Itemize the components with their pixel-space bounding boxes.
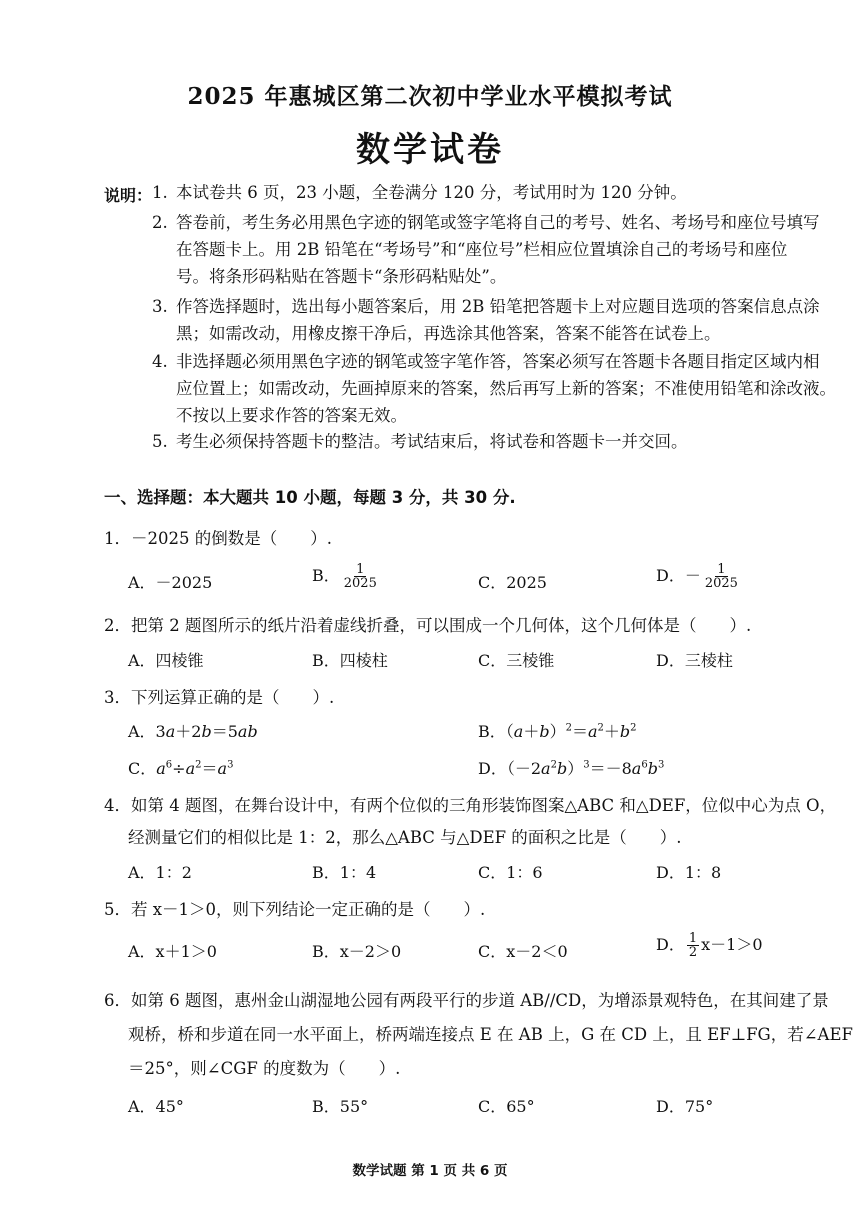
option-expression: x－1＞0 [701,935,763,954]
question-stem: 若 x－1＞0，则下列结论一定正确的是（ ）. [131,900,486,919]
q5-option-a: A．x＋1＞0 [128,942,217,961]
q2-option-c: C．三棱锥 [478,651,555,670]
question-number: 3． [104,688,131,707]
instruction-number: 2. [152,213,168,232]
q3-option-a: A．3a＋2b＝5ab [128,722,258,741]
denominator: 2025 [343,576,377,591]
fraction [342,563,379,590]
question-2 [104,612,751,636]
instruction-number: 4. [152,352,168,371]
q6-option-b: B．55° [312,1097,369,1116]
fraction [703,563,740,590]
q6-option-c: C．65° [478,1097,535,1116]
instruction-line: 本试卷共 6 页，23 小题，全卷满分 120 分，考试用时为 120 分钟。 [176,183,687,202]
question-5 [104,896,485,920]
q3-option-d: D．$(-2a^2b)^3=-8a^6b^3$ [478,759,665,778]
q5-option-d [656,932,763,959]
question-number: 4． [104,796,131,815]
exam-title: 2025 年惠城区第二次初中学业水平模拟考试 [187,83,673,110]
q1-option-d [656,563,742,590]
q5-option-c: C．x－2＜0 [478,942,568,961]
denominator: 2025 [704,576,738,591]
q3-option-b: B．$(a+b)^2=a^2+b^2$ [478,722,637,741]
question-stem-line: 如第 6 题图，惠州金山湖湿地公园有两段平行的步道 AB//CD，为增添景观特色，在其间建了景 [131,991,829,1010]
q1-option-c: C．2025 [478,573,547,592]
fraction [687,932,699,959]
question-stem: －2025 的倒数是（ ）. [131,529,332,548]
q2-option-b: B．四棱柱 [312,651,388,670]
question-3 [104,684,334,708]
question-stem: 下列运算正确的是（ ）. [131,688,335,707]
q5-option-b: B．x－2＞0 [312,942,402,961]
instructions-label: 说明： [104,186,153,205]
denominator: 2 [688,945,698,960]
instruction-line: 应位置上；如需改动，先画掉原来的答案，然后再写上新的答案；不准使用铅笔和涂改液。 [176,379,836,398]
section-heading: 一、选择题：本大题共 10 小题，每题 3 分，共 30 分. [104,488,516,507]
instruction-line: 非选择题必须用黑色字迹的钢笔或签字笔作答，答案必须写在答题卡各题目指定区域内相 [176,352,820,371]
option-label: D． [656,935,685,954]
instruction-line: 作答选择题时，选出每小题答案后，用 2B 铅笔把答题卡上对应题目选项的答案信息点涂 [176,297,820,316]
question-number: 2． [104,616,131,635]
q6-option-d: D．75° [656,1097,714,1116]
instruction-number: 3. [152,297,168,316]
option-label: B． [312,566,340,585]
instruction-number: 1. [152,183,168,202]
question-number: 6． [104,991,131,1010]
q1-option-b [312,563,381,590]
question-number: 1． [104,529,131,548]
q6-option-a: A．45° [128,1097,184,1116]
question-4 [104,792,836,816]
instruction-line: 黑；如需改动，用橡皮擦干净后，再选涂其他答案，答案不能答在试卷上。 [176,324,721,343]
question-stem-line: ＝25°，则∠CGF 的度数为（ ）. [128,1059,401,1078]
q2-option-a: A．四棱锥 [128,651,204,670]
q1-option-a: A．－2025 [128,573,213,592]
option-label: D．－ [656,566,701,585]
instruction-line: 号。将条形码粘贴在答题卡“条形码粘贴处”。 [176,267,507,286]
q4-option-a: A．1：2 [128,863,192,882]
instruction-number: 5. [152,432,168,451]
instruction-line: 不按以上要求作答的答案无效。 [176,406,407,425]
instruction-line: 答卷前，考生务必用黑色字迹的钢笔或签字笔将自己的考号、姓名、考场号和座位号填写 [176,213,820,232]
paper-title: 数学试卷 [356,130,504,170]
question-number: 5． [104,900,131,919]
question-stem: 把第 2 题图所示的纸片沿着虚线折叠，可以围成一个几何体，这个几何体是（ ）. [131,616,752,635]
question-stem-line: 经测量它们的相似比是 1：2，那么△ABC 与△DEF 的面积之比是（ ）. [128,828,682,847]
question-stem-line: 如第 4 题图，在舞台设计中，有两个位似的三角形装饰图案△ABC 和△DEF，位似中心为点 O， [131,796,837,815]
question-stem-line: 观桥，桥和步道在同一水平面上，桥两端连接点 E 在 AB 上，G 在 CD 上，且 EF⊥FG，若∠AEF [128,1025,853,1044]
numerator: 1 [356,562,365,577]
instruction-line: 在答题卡上。用 2B 铅笔在“考场号”和“座位号”栏相应位置填涂自己的考场号和座位 [176,240,788,259]
numerator: 1 [717,562,726,577]
question-1 [104,525,332,549]
numerator: 1 [688,931,698,946]
q3-option-c: C．$a^6\div a^2=a^3$ [128,759,234,778]
q4-option-d: D．1：8 [656,863,722,882]
question-6 [104,987,829,1011]
page-footer: 数学试题 第 1 页 共 6 页 [352,1163,508,1179]
instruction-line: 考生必须保持答题卡的整洁。考试结束后，将试卷和答题卡一并交回。 [176,432,688,451]
q4-option-c: C．1：6 [478,863,543,882]
q2-option-d: D．三棱柱 [656,651,733,670]
q4-option-b: B．1：4 [312,863,377,882]
